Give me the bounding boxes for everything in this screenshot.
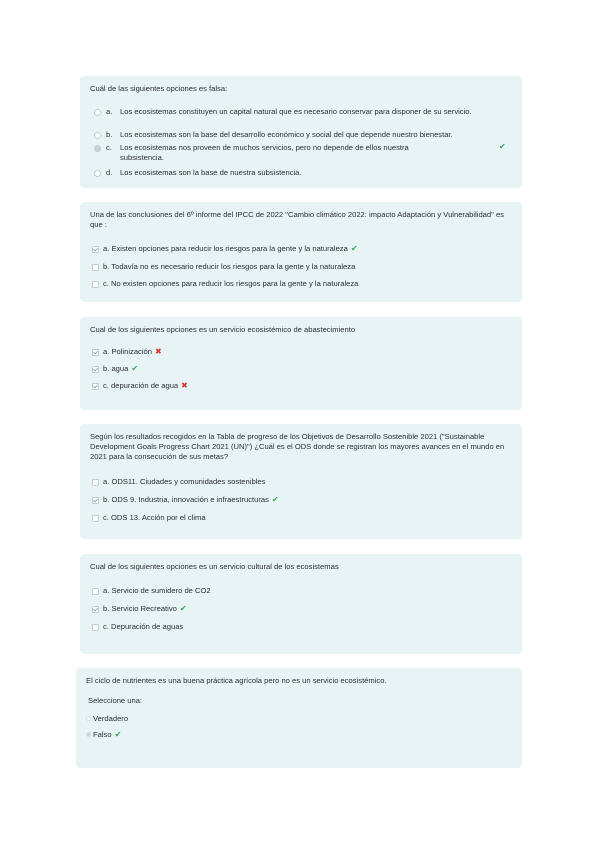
checkbox-icon[interactable] — [92, 264, 99, 271]
option-label: a. Polinización — [103, 347, 152, 356]
question-card-3 — [80, 317, 522, 410]
option-c[interactable] — [94, 143, 434, 163]
checkbox-icon[interactable] — [92, 497, 99, 504]
option-label: c. ODS 13. Acción por el clima — [103, 513, 206, 522]
option-label: b. agua — [103, 364, 129, 373]
checkbox-icon[interactable] — [92, 366, 99, 373]
option-label: c. No existen opciones para reducir los riesgos para la gente y la naturaleza — [103, 279, 359, 288]
radio-icon[interactable] — [94, 132, 101, 139]
option-label: Verdadero — [93, 714, 129, 723]
option-label: Los ecosistemas nos proveen de muchos servicios, pero no depende de ellos nuestra subsistencia. — [120, 143, 409, 162]
option-c[interactable] — [92, 381, 188, 391]
cross-icon: ✖ — [154, 347, 162, 356]
question-card-6 — [76, 668, 522, 768]
option-label: Los ecosistemas son la base de nuestra subsistencia. — [120, 168, 302, 177]
question-text: Cuál de las siguientes opciones es falsa: — [90, 84, 228, 93]
checkbox-icon[interactable] — [92, 349, 99, 356]
check-icon: ✔ — [179, 604, 187, 613]
question-card-5 — [80, 554, 522, 654]
question-text: Una de las conclusiones del 6º informe del IPCC de 2022 "Cambio climático 2022: impacto Adaptación y Vulnerabilidad" es que : — [90, 210, 504, 229]
option-b[interactable] — [92, 604, 187, 614]
option-letter: b. — [106, 130, 113, 139]
radio-icon[interactable] — [86, 716, 91, 721]
option-letter: d. — [106, 168, 113, 177]
option-label: b. Servicio Recreativo — [103, 604, 177, 613]
option-label: b. Todavía no es necesario reducir los riesgos para la gente y la naturaleza — [103, 262, 356, 271]
option-letter: a. — [106, 107, 113, 116]
option-label: c. Depuración de aguas — [103, 622, 184, 631]
option-letter: c. — [106, 143, 112, 152]
question-text: Según los resultados recogidos en la Tabla de progreso de los Objetivos de Desarrollo Sostenible 2021 ("Sustainable Development Goals Progress Chart 2021 (UN)") ¿Cuál es el ODS donde se registran los mayores avances en el mundo en 2021 para la consecución de sus metas? — [90, 432, 505, 461]
check-icon: ✔ — [271, 495, 279, 504]
checkbox-icon[interactable] — [92, 606, 99, 613]
option-a[interactable] — [92, 477, 265, 487]
check-icon: ✔ — [350, 244, 358, 253]
checkbox-icon[interactable] — [92, 383, 99, 390]
option-c[interactable] — [92, 622, 183, 632]
option-b[interactable] — [94, 130, 504, 140]
option-label: Los ecosistemas son la base del desarrollo económico y social del que depende nuestro bienestar. — [120, 130, 453, 139]
option-b[interactable] — [92, 262, 355, 272]
option-label: c. depuración de agua — [103, 381, 179, 390]
radio-icon[interactable] — [94, 170, 101, 177]
checkbox-icon[interactable] — [92, 588, 99, 595]
radio-icon[interactable] — [94, 109, 101, 116]
checkbox-icon[interactable] — [92, 479, 99, 486]
question-text: Cual de los siguientes opciones es un servicio ecosistémico de abastecimiento — [90, 325, 356, 334]
check-icon: ✔ — [114, 730, 122, 739]
option-a[interactable] — [94, 107, 504, 117]
option-label: a. Servicio de sumidero de CO2 — [103, 586, 211, 595]
option-c[interactable] — [92, 513, 206, 523]
radio-icon[interactable] — [86, 732, 91, 737]
question-card-2 — [80, 202, 522, 302]
option-label: a. Existen opciones para reducir los riesgos para la gente y la naturaleza — [103, 244, 348, 253]
option-a[interactable] — [92, 244, 358, 254]
option-false[interactable] — [86, 730, 121, 740]
option-b[interactable] — [92, 364, 138, 374]
question-card-4 — [80, 424, 522, 539]
question-text: El ciclo de nutrientes es una buena práctica agrícola pero no es un servicio ecosistémico. — [86, 676, 387, 685]
checkbox-icon[interactable] — [92, 515, 99, 522]
question-text: Cual de los siguientes opciones es un servicio cultural de los ecosistemas — [90, 562, 339, 571]
checkbox-icon[interactable] — [92, 246, 99, 253]
option-label: b. ODS 9. Industria, innovación e infraestructuras — [103, 495, 269, 504]
option-a[interactable] — [92, 347, 162, 357]
option-label: Falso — [93, 730, 112, 739]
radio-icon[interactable] — [94, 145, 101, 152]
question-card-1 — [80, 76, 522, 188]
checkbox-icon[interactable] — [92, 281, 99, 288]
option-label: Los ecosistemas constituyen un capital natural que es necesario conservar para disponer de su servicio. — [120, 107, 472, 116]
select-prompt: Seleccione una: — [88, 696, 143, 705]
option-d[interactable] — [94, 168, 504, 178]
check-icon: ✔ — [131, 364, 139, 373]
checkbox-icon[interactable] — [92, 624, 99, 631]
option-true[interactable] — [86, 714, 128, 724]
cross-icon: ✖ — [181, 381, 188, 390]
option-c[interactable] — [92, 279, 358, 289]
option-b[interactable] — [92, 495, 279, 505]
option-label: a. ODS11. Ciudades y comunidades sostenibles — [103, 477, 266, 486]
check-icon: ✔ — [499, 142, 506, 151]
option-a[interactable] — [92, 586, 211, 596]
